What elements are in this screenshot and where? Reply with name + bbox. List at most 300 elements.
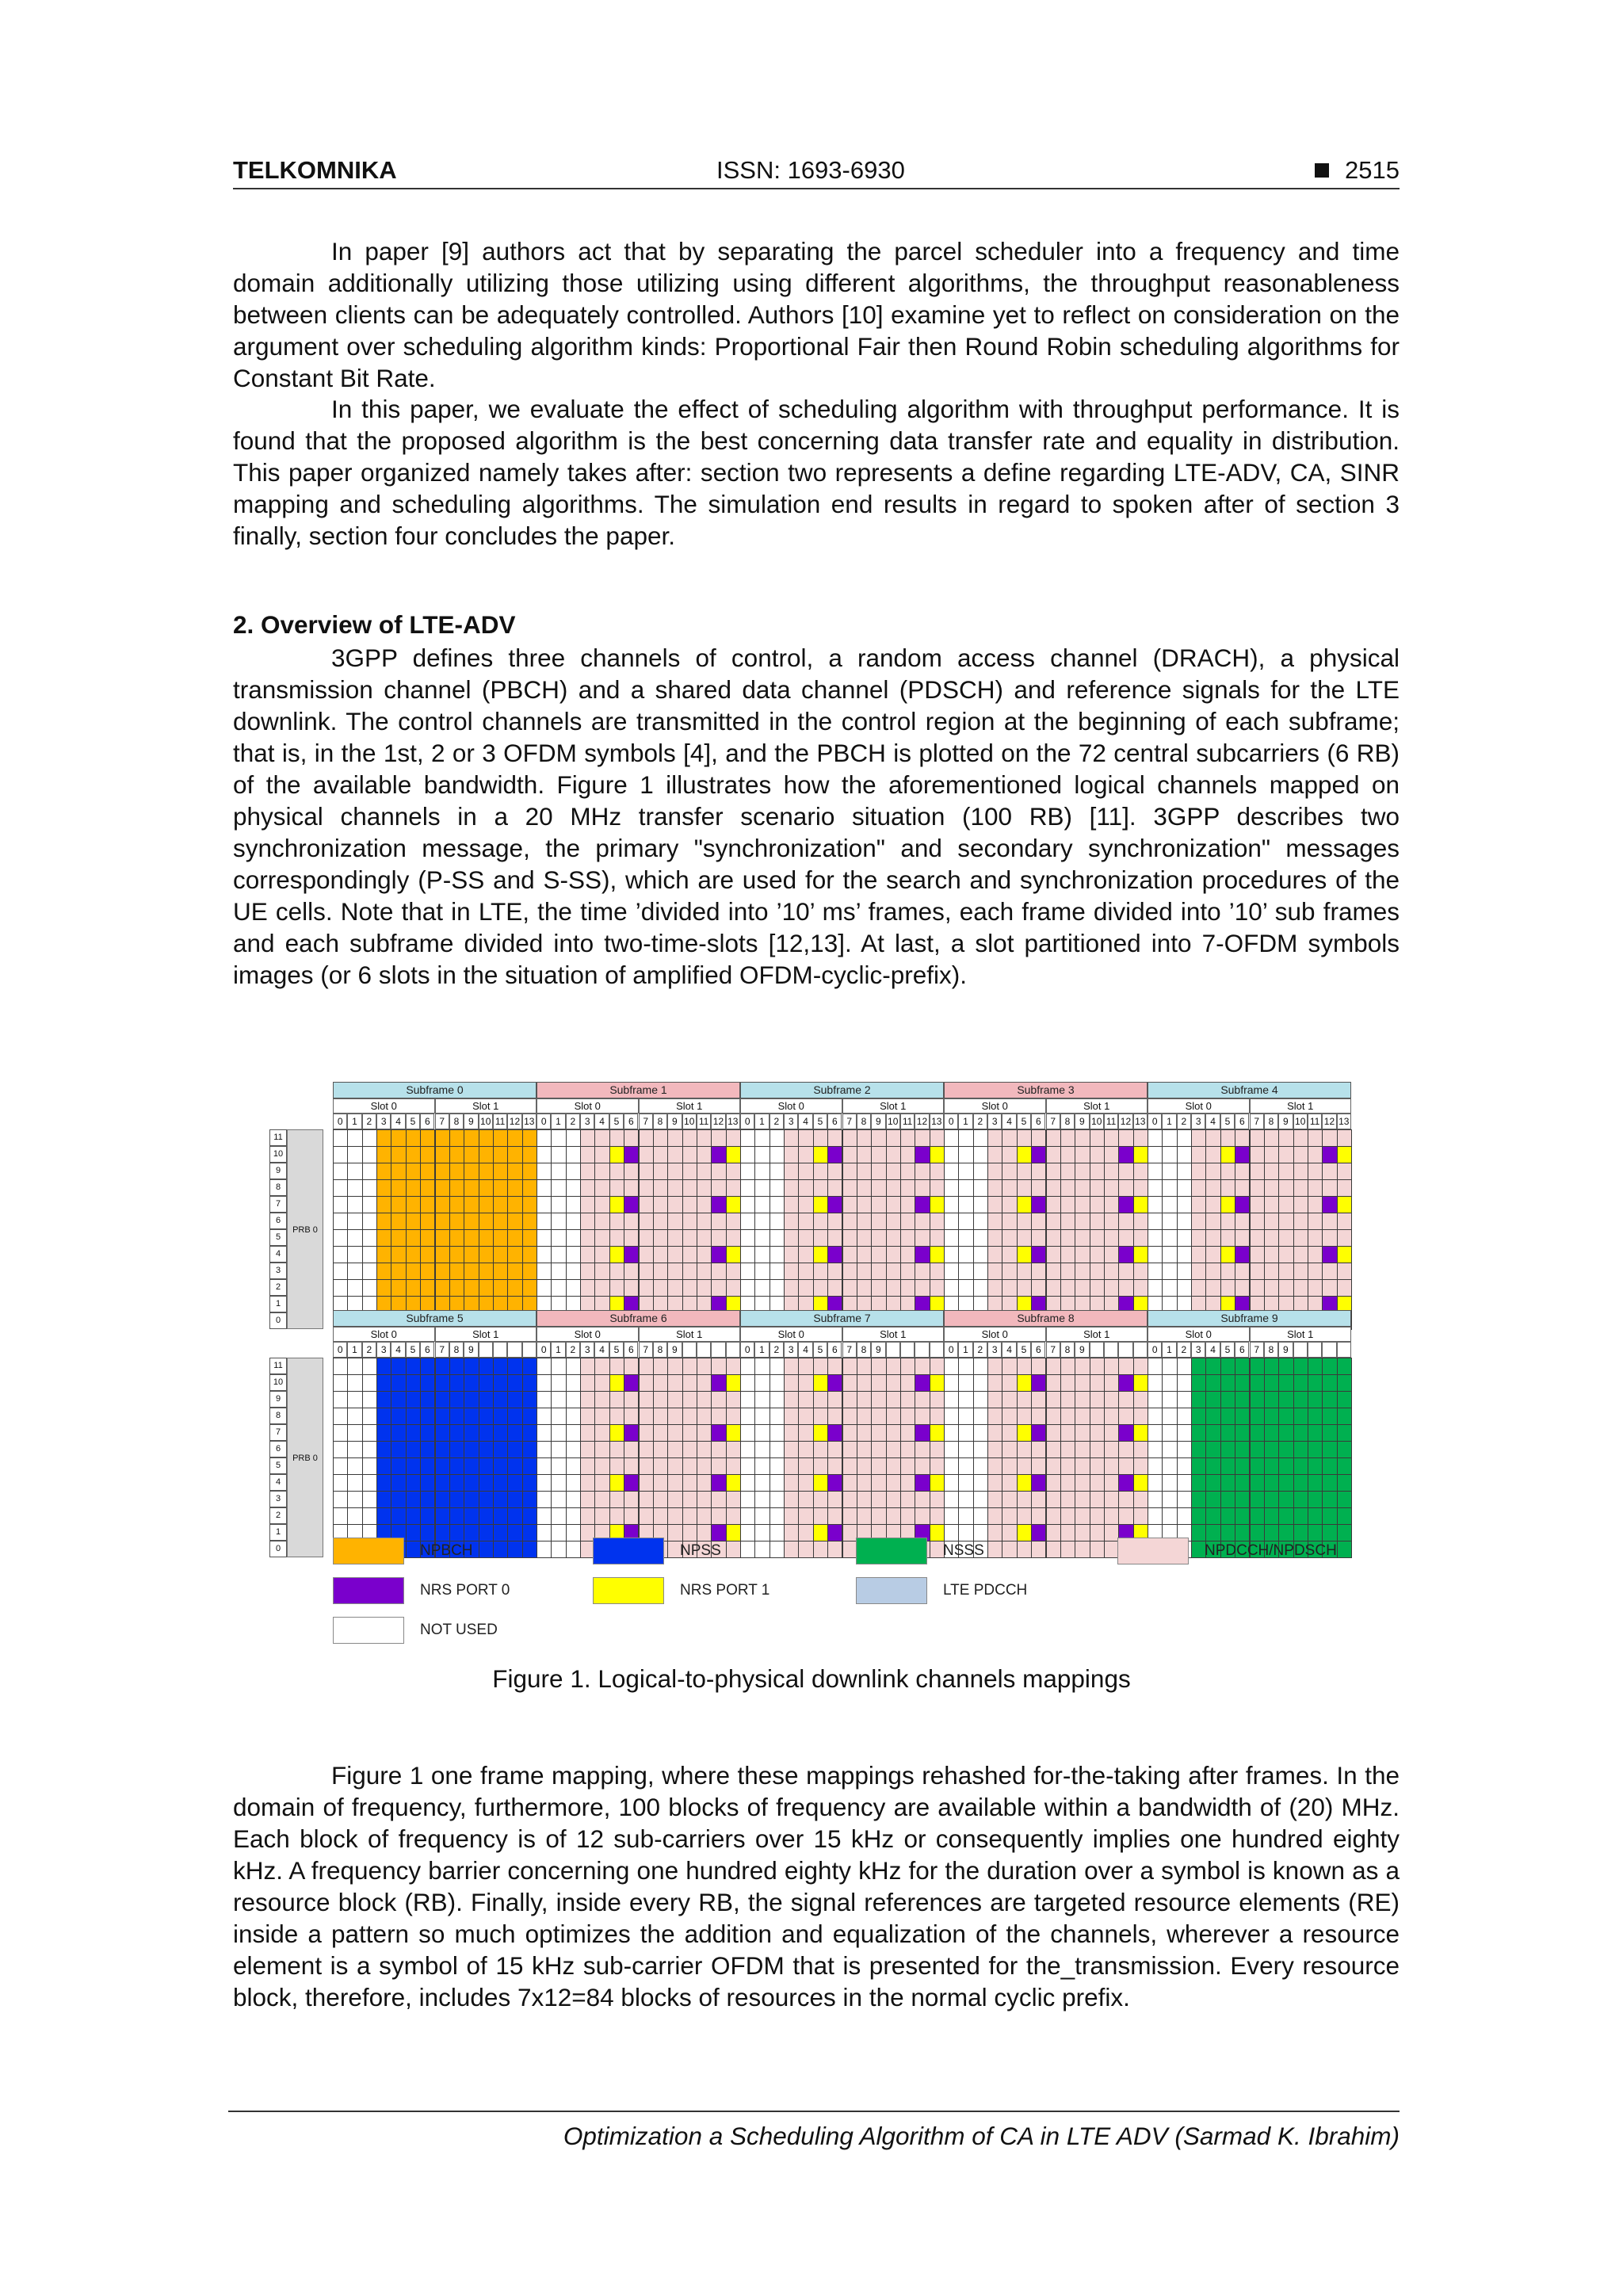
resource-element: [653, 1196, 668, 1213]
resource-element: [958, 1179, 973, 1197]
resource-element: [857, 1146, 872, 1163]
resource-element: [493, 1457, 508, 1475]
resource-element: [435, 1129, 450, 1147]
resource-element: [1090, 1541, 1105, 1558]
resource-element: [551, 1507, 566, 1525]
resource-element: [1220, 1491, 1235, 1508]
resource-element: [886, 1129, 901, 1147]
resource-element: [1293, 1491, 1308, 1508]
resource-element: [711, 1441, 726, 1458]
resource-element: [1264, 1524, 1279, 1541]
resource-element: [435, 1491, 450, 1508]
resource-element: [1133, 1507, 1148, 1525]
resource-element: [1162, 1491, 1177, 1508]
symbol-number: 9: [667, 1114, 682, 1129]
resource-element: [522, 1441, 537, 1458]
resource-element: [1118, 1263, 1133, 1280]
resource-element: [1162, 1163, 1177, 1180]
resource-element: [1090, 1491, 1105, 1508]
resource-element: [479, 1246, 494, 1263]
resource-element: [1235, 1229, 1250, 1247]
resource-element: [391, 1358, 406, 1375]
resource-element: [333, 1229, 348, 1247]
resource-element: [1075, 1358, 1090, 1375]
resource-element: [1104, 1163, 1119, 1180]
resource-element: [362, 1196, 377, 1213]
resource-element: [333, 1146, 348, 1163]
resource-element: [973, 1129, 988, 1147]
resource-element: [798, 1491, 813, 1508]
resource-element: [667, 1196, 682, 1213]
resource-element: [420, 1358, 435, 1375]
resource-element: [711, 1474, 726, 1492]
resource-element: [667, 1146, 682, 1163]
symbol-number: 11: [493, 1114, 507, 1129]
resource-element: [1264, 1213, 1279, 1230]
resource-element: [886, 1424, 901, 1442]
resource-element: [1250, 1229, 1265, 1247]
resource-element: [464, 1391, 479, 1408]
symbol-number: 5: [609, 1342, 624, 1358]
resource-element: [1308, 1374, 1323, 1392]
resource-element: [754, 1541, 769, 1558]
resource-element: [420, 1146, 435, 1163]
resource-element: [507, 1358, 522, 1375]
resource-element: [1017, 1196, 1032, 1213]
symbol-number: 1: [551, 1114, 565, 1129]
resource-element: [711, 1213, 726, 1230]
resource-element: [376, 1263, 391, 1280]
resource-element: [930, 1358, 945, 1375]
resource-element: [347, 1196, 362, 1213]
symbol-number: [1308, 1342, 1322, 1358]
resource-element: [1308, 1246, 1323, 1263]
resource-element: [493, 1229, 508, 1247]
symbol-number: 6: [1031, 1114, 1045, 1129]
resource-element: [1235, 1424, 1250, 1442]
resource-element: [1075, 1457, 1090, 1475]
resource-element: [522, 1408, 537, 1425]
symbol-number: 9: [1075, 1114, 1089, 1129]
resource-element: [754, 1279, 769, 1297]
resource-element: [1205, 1163, 1220, 1180]
resource-element: [507, 1524, 522, 1541]
resource-element: [682, 1441, 697, 1458]
resource-element: [1177, 1374, 1192, 1392]
resource-element: [639, 1358, 654, 1375]
resource-element: [1191, 1263, 1206, 1280]
resource-element: [769, 1229, 785, 1247]
resource-element: [1104, 1441, 1119, 1458]
resource-element: [537, 1213, 552, 1230]
resource-element: [391, 1507, 406, 1525]
row-label: 11: [269, 1358, 287, 1374]
resource-element: [493, 1163, 508, 1180]
resource-element: [813, 1246, 828, 1263]
resource-element: [973, 1507, 988, 1525]
resource-element: [769, 1163, 785, 1180]
resource-element: [754, 1457, 769, 1475]
resource-element: [958, 1129, 973, 1147]
resource-element: [915, 1146, 930, 1163]
resource-element: [1075, 1263, 1090, 1280]
resource-element: [930, 1408, 945, 1425]
resource-element: [1090, 1263, 1105, 1280]
resource-element: [376, 1196, 391, 1213]
resource-element: [406, 1457, 421, 1475]
resource-element: [944, 1146, 959, 1163]
resource-element: [1031, 1358, 1046, 1375]
resource-element: [493, 1196, 508, 1213]
resource-element: [1293, 1163, 1308, 1180]
resource-element: [1060, 1474, 1075, 1492]
resource-element: [1046, 1279, 1061, 1297]
resource-element: [1337, 1263, 1352, 1280]
resource-element: [566, 1491, 581, 1508]
resource-element: [857, 1229, 872, 1247]
resource-element: [1133, 1146, 1148, 1163]
resource-element: [406, 1229, 421, 1247]
resource-element: [1133, 1196, 1148, 1213]
resource-element: [1090, 1179, 1105, 1197]
symbol-number: 4: [391, 1342, 405, 1358]
resource-element: [958, 1263, 973, 1280]
resource-element: [740, 1391, 755, 1408]
resource-element: [1075, 1179, 1090, 1197]
resource-element: [362, 1246, 377, 1263]
resource-element: [1104, 1129, 1119, 1147]
resource-element: [580, 1279, 595, 1297]
resource-element: [886, 1507, 901, 1525]
resource-element: [580, 1196, 595, 1213]
resource-element: [479, 1129, 494, 1147]
resource-element: [522, 1246, 537, 1263]
resource-element: [827, 1213, 842, 1230]
resource-element: [944, 1424, 959, 1442]
resource-element: [1322, 1196, 1337, 1213]
resource-element: [1322, 1229, 1337, 1247]
resource-element: [667, 1129, 682, 1147]
resource-element: [842, 1457, 857, 1475]
resource-element: [1264, 1491, 1279, 1508]
resource-element: [740, 1524, 755, 1541]
slot-label: Slot 0: [537, 1327, 639, 1342]
resource-element: [639, 1457, 654, 1475]
resource-element: [871, 1163, 886, 1180]
resource-element: [376, 1229, 391, 1247]
resource-element: [667, 1179, 682, 1197]
resource-element: [464, 1213, 479, 1230]
resource-element: [624, 1229, 639, 1247]
resource-element: [594, 1246, 609, 1263]
resource-element: [1090, 1474, 1105, 1492]
resource-element: [435, 1263, 450, 1280]
resource-element: [522, 1279, 537, 1297]
resource-element: [827, 1358, 842, 1375]
resource-element: [333, 1213, 348, 1230]
resource-element: [1031, 1474, 1046, 1492]
resource-element: [376, 1358, 391, 1375]
resource-element: [827, 1491, 842, 1508]
resource-element: [682, 1246, 697, 1263]
resource-element: [740, 1408, 755, 1425]
symbol-number: 7: [1046, 1342, 1060, 1358]
resource-element: [1293, 1263, 1308, 1280]
resource-element: [362, 1163, 377, 1180]
symbol-number: [1104, 1342, 1118, 1358]
resource-element: [1104, 1196, 1119, 1213]
resource-element: [1278, 1129, 1293, 1147]
resource-element: [784, 1196, 799, 1213]
resource-element: [1278, 1374, 1293, 1392]
resource-element: [376, 1279, 391, 1297]
resource-element: [1264, 1358, 1279, 1375]
resource-element: [653, 1507, 668, 1525]
symbol-number: 6: [624, 1342, 638, 1358]
resource-element: [1148, 1358, 1163, 1375]
resource-element: [1133, 1408, 1148, 1425]
resource-element: [1075, 1441, 1090, 1458]
symbol-number: 1: [958, 1114, 972, 1129]
resource-element: [333, 1163, 348, 1180]
resource-element: [915, 1408, 930, 1425]
resource-element: [1046, 1358, 1061, 1375]
resource-element: [798, 1213, 813, 1230]
resource-element: [653, 1163, 668, 1180]
resource-element: [682, 1213, 697, 1230]
resource-element: [1090, 1129, 1105, 1147]
resource-element: [1162, 1457, 1177, 1475]
resource-element: [391, 1391, 406, 1408]
resource-element: [682, 1146, 697, 1163]
resource-element: [798, 1408, 813, 1425]
resource-element: [1090, 1229, 1105, 1247]
resource-element: [915, 1358, 930, 1375]
resource-element: [479, 1179, 494, 1197]
resource-element: [464, 1246, 479, 1263]
resource-element: [449, 1279, 464, 1297]
resource-element: [347, 1491, 362, 1508]
resource-element: [1293, 1229, 1308, 1247]
resource-element: [1090, 1441, 1105, 1458]
resource-element: [449, 1524, 464, 1541]
resource-element: [551, 1524, 566, 1541]
resource-element: [347, 1358, 362, 1375]
resource-element: [1264, 1163, 1279, 1180]
resource-element: [1060, 1424, 1075, 1442]
resource-element: [1322, 1163, 1337, 1180]
paragraph-mapping: Figure 1 one frame mapping, where these mappings rehashed for-the-taking after frames. In the domain of frequency, furthermore, 100 blocks of frequency are available within a bandwidth of (20) MHz. Each block of frequency is of 12 sub-carriers over 15 kHz or consequently implies one hundred eighty kHz. A frequency barrier concerning one hundred eighty kHz for the duration over a symbol is known as a resource block (RB). Finally, inside every RB, the signal references are targeted resource elements (RE) inside a pattern so much optimizes the addition and equalization of the channels, wherever a resource element is a symbol of 15 kHz sub-carrier OFDM that is presented for the_transmission. Every resource block, therefore, includes 7x12=84 blocks of resources in the normal cyclic prefix.: [233, 1761, 1400, 2011]
legend-swatch: [856, 1577, 927, 1604]
resource-element: [973, 1358, 988, 1375]
resource-element: [711, 1179, 726, 1197]
resource-element: [827, 1541, 842, 1558]
symbol-number: 13: [1133, 1114, 1148, 1129]
resource-element: [1220, 1163, 1235, 1180]
resource-element: [507, 1541, 522, 1558]
resource-element: [871, 1391, 886, 1408]
resource-element: [566, 1541, 581, 1558]
resource-element: [667, 1507, 682, 1525]
resource-element: [900, 1196, 915, 1213]
resource-element: [464, 1229, 479, 1247]
resource-element: [711, 1246, 726, 1263]
resource-element: [886, 1229, 901, 1247]
resource-element: [653, 1129, 668, 1147]
symbol-number: 4: [1002, 1342, 1016, 1358]
resource-element: [1090, 1507, 1105, 1525]
resource-element: [1220, 1213, 1235, 1230]
resource-element: [653, 1457, 668, 1475]
resource-element: [871, 1246, 886, 1263]
resource-element: [754, 1196, 769, 1213]
symbol-number: [711, 1342, 725, 1358]
resource-element: [1148, 1229, 1163, 1247]
resource-element: [1118, 1146, 1133, 1163]
resource-element: [566, 1524, 581, 1541]
resource-element: [769, 1541, 785, 1558]
resource-element: [420, 1129, 435, 1147]
legend-label: NPBCH: [420, 1542, 473, 1559]
symbol-number: 8: [1060, 1342, 1075, 1358]
resource-element: [682, 1507, 697, 1525]
resource-element: [900, 1457, 915, 1475]
resource-element: [813, 1457, 828, 1475]
resource-element: [1337, 1391, 1352, 1408]
resource-element: [639, 1229, 654, 1247]
resource-element: [1177, 1213, 1192, 1230]
resource-element: [827, 1229, 842, 1247]
resource-element: [944, 1129, 959, 1147]
resource-element: [827, 1424, 842, 1442]
resource-element: [1235, 1441, 1250, 1458]
symbol-number: 2: [1177, 1114, 1191, 1129]
resource-element: [624, 1474, 639, 1492]
resource-element: [1060, 1229, 1075, 1247]
resource-element: [1337, 1507, 1352, 1525]
resource-element: [406, 1213, 421, 1230]
resource-element: [391, 1213, 406, 1230]
resource-element: [1308, 1179, 1323, 1197]
slot-label: Slot 0: [333, 1327, 435, 1342]
resource-element: [944, 1358, 959, 1375]
resource-element: [697, 1246, 712, 1263]
resource-element: [973, 1408, 988, 1425]
resource-element: [740, 1474, 755, 1492]
symbol-number: 6: [827, 1114, 842, 1129]
resource-element: [682, 1179, 697, 1197]
resource-element: [609, 1163, 624, 1180]
slot-label: Slot 1: [639, 1327, 741, 1342]
resource-element: [609, 1457, 624, 1475]
symbol-number: 3: [784, 1342, 798, 1358]
resource-element: [420, 1441, 435, 1458]
resource-element: [1293, 1358, 1308, 1375]
resource-element: [522, 1358, 537, 1375]
resource-element: [1308, 1507, 1323, 1525]
resource-element: [1264, 1146, 1279, 1163]
resource-element: [1264, 1391, 1279, 1408]
resource-element: [973, 1246, 988, 1263]
resource-element: [420, 1263, 435, 1280]
slot-label: Slot 0: [537, 1098, 639, 1114]
resource-element: [1205, 1391, 1220, 1408]
resource-element: [930, 1179, 945, 1197]
resource-element: [697, 1146, 712, 1163]
resource-element: [333, 1491, 348, 1508]
resource-element: [435, 1524, 450, 1541]
resource-element: [667, 1229, 682, 1247]
resource-element: [1133, 1246, 1148, 1263]
footer-title: Optimization a Scheduling Algorithm of CA in LTE ADV (Sarmad K. Ibrahim): [563, 2122, 1400, 2150]
resource-element: [1031, 1507, 1046, 1525]
resource-element: [1308, 1196, 1323, 1213]
symbol-number: 10: [479, 1114, 493, 1129]
resource-element: [580, 1246, 595, 1263]
resource-element: [507, 1146, 522, 1163]
resource-element: [1046, 1507, 1061, 1525]
symbol-number: [1118, 1342, 1132, 1358]
resource-element: [1060, 1358, 1075, 1375]
resource-element: [566, 1279, 581, 1297]
resource-element: [580, 1129, 595, 1147]
resource-element: [1337, 1146, 1352, 1163]
resource-element: [1177, 1507, 1192, 1525]
symbol-number: 7: [1250, 1114, 1264, 1129]
resource-element: [449, 1213, 464, 1230]
resource-element: [1278, 1524, 1293, 1541]
resource-element: [1133, 1374, 1148, 1392]
symbol-number: [682, 1342, 697, 1358]
resource-element: [754, 1263, 769, 1280]
resource-element: [1235, 1179, 1250, 1197]
resource-element: [769, 1408, 785, 1425]
resource-element: [1075, 1424, 1090, 1442]
resource-element: [594, 1263, 609, 1280]
resource-element: [609, 1374, 624, 1392]
resource-element: [639, 1213, 654, 1230]
resource-element: [507, 1374, 522, 1392]
resource-element: [406, 1263, 421, 1280]
resource-element: [1104, 1146, 1119, 1163]
resource-element: [784, 1474, 799, 1492]
resource-element: [347, 1457, 362, 1475]
resource-element: [449, 1163, 464, 1180]
resource-element: [697, 1279, 712, 1297]
resource-element: [1264, 1474, 1279, 1492]
resource-element: [944, 1246, 959, 1263]
resource-element: [1293, 1246, 1308, 1263]
symbol-number: [1293, 1342, 1308, 1358]
symbol-number: 3: [580, 1342, 594, 1358]
resource-element: [740, 1279, 755, 1297]
resource-element: [609, 1408, 624, 1425]
resource-element: [362, 1457, 377, 1475]
symbol-number: 7: [435, 1342, 449, 1358]
resource-element: [769, 1246, 785, 1263]
symbol-number: 5: [813, 1114, 827, 1129]
resource-element: [594, 1424, 609, 1442]
resource-element: [1133, 1474, 1148, 1492]
resource-element: [1177, 1229, 1192, 1247]
resource-element: [1148, 1408, 1163, 1425]
resource-element: [406, 1246, 421, 1263]
resource-element: [987, 1457, 1002, 1475]
subframe-header: Subframe 6: [537, 1310, 740, 1327]
resource-element: [464, 1457, 479, 1475]
symbol-number: 0: [333, 1342, 347, 1358]
resource-element: [362, 1491, 377, 1508]
